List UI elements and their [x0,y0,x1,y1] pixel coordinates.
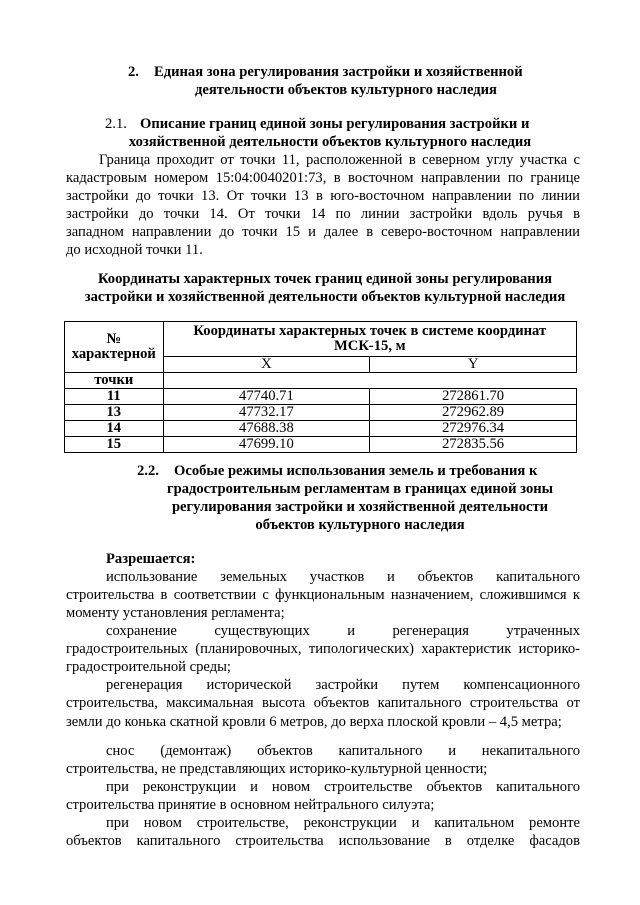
boundary-text-line-2: кадастровым номером 15:04:0040201:73, в восточном направлении по границе [66,170,580,186]
section-2-title-line2: деятельности объектов культурного наследия [195,82,497,98]
allowed-item-5 [66,778,580,814]
allowed-item-5-first-line: при реконструкции и новом строительстве объектов капитального [106,779,580,795]
coordinate-system-line-2: МСК-15, м [334,338,406,354]
coordinate-system-header [163,322,576,357]
point-cell: 15 [65,437,164,453]
point-cell: 13 [65,405,164,421]
section-2-title-line1: Единая зона регулирования застройки и хозяйственной [154,64,523,80]
point-header-line-3-cell: точки [65,373,164,389]
point-number-header [65,322,164,373]
allowed-item-3-rest: строительства, максимальная высота объектов капитального строительства от земли до конька скатной кровли 6 метров, до верха плоской кровли – 4,5 метра; [66,695,580,730]
allowed-item-5-rest: строительства принятие в основном нейтрального силуэта; [66,797,435,813]
y-cell: 272835.56 [370,437,577,453]
section-2-number: 2. [128,64,139,80]
point-cell: 14 [65,421,164,437]
section-2-1-title-line1: Описание границ единой зоны регулирования застройки и [140,116,530,132]
allowed-item-1-rest: строительства в соответствии с функциональным назначением, сложившимся к моменту установления регламента; [66,587,580,621]
allowed-item-1-first-line: использование земельных участков и объектов капитального [106,569,580,585]
allowed-item-6-rest: объектов капитального строительства использование в отделке фасадов [66,833,580,849]
table-row [65,405,577,421]
coords-title-line1: Координаты характерных точек границ единой зоны регулирования [97,271,553,287]
section-2-2-title-line4: объектов культурного наследия [255,517,465,533]
allowed-item-4-rest: строительства, не представляющих историко-культурной ценности; [66,761,488,777]
point-header-line-1: № [106,331,122,347]
section-2-2-number: 2.2. [137,463,159,479]
table-row [65,421,577,437]
allowed-item-1 [66,568,580,622]
section-2-1-number: 2.1. [105,116,127,132]
coordinate-system-line-1: Координаты характерных точек в системе координат [193,323,547,339]
allowed-item-3-first-line: регенерация исторической застройки путем компенсационного [106,677,580,693]
y-cell: 272976.34 [370,421,577,437]
boundary-text-line-1: Граница проходит от точки 11, расположенной в северном углу участка с [99,152,580,168]
y-column-header: Y [370,357,577,373]
allowed-heading: Разрешается: [106,551,196,567]
point-cell: 11 [65,389,164,405]
table-row [65,389,577,405]
section-2-1-title-line2: хозяйственной деятельности объектов культурного наследия [128,134,532,150]
coordinates-table [64,321,577,453]
boundary-text-line-3: застройки до точки 13. От точки 13 в юго-восточном направлении по линии [66,188,580,204]
allowed-item-4 [66,742,580,778]
x-cell: 47732.17 [163,405,370,421]
allowed-item-2 [66,622,580,676]
spacer-cell [163,373,370,389]
boundary-text-line-4: застройки до точки 14. От точки 14 по линии застройки вдоль ручья в [66,206,580,222]
coords-title-line2: застройки и хозяйственной деятельности объектов культурной наследия [84,289,566,305]
x-cell: 47699.10 [163,437,370,453]
x-column-header: X [163,357,370,373]
y-cell: 272861.70 [370,389,577,405]
boundary-text-line-5: западном направлении до точки 15 и далее в северо-восточном направлении [66,224,580,240]
allowed-item-3 [66,676,580,731]
allowed-item-6 [66,814,580,850]
x-cell: 47688.38 [163,421,370,437]
point-header-line-2: характерной [71,346,156,362]
allowed-item-2-rest: градостроительных (планировочных, типологических) характеристик историко-градостроительной среды; [66,641,580,675]
y-cell: 272962.89 [370,405,577,421]
allowed-item-2-first-line: сохранение существующих и регенерация утраченных [106,623,580,639]
section-2-2-title-line2: градостроительным регламентам в границах единой зоны [166,481,554,497]
allowed-item-6-first-line: при новом строительстве, реконструкции и капитальном ремонте [106,815,580,831]
table-row [65,437,577,453]
section-2-2-title-line1: Особые режимы использования земель и требования к [174,463,538,479]
boundary-text-line-6: до исходной точки 11. [66,242,203,258]
section-2-2-title-line3: регулирования застройки и хозяйственной деятельности [171,499,549,515]
spacer-cell [370,373,577,389]
allowed-item-4-first-line: снос (демонтаж) объектов капитального и некапитального [106,743,580,759]
x-cell: 47740.71 [163,389,370,405]
